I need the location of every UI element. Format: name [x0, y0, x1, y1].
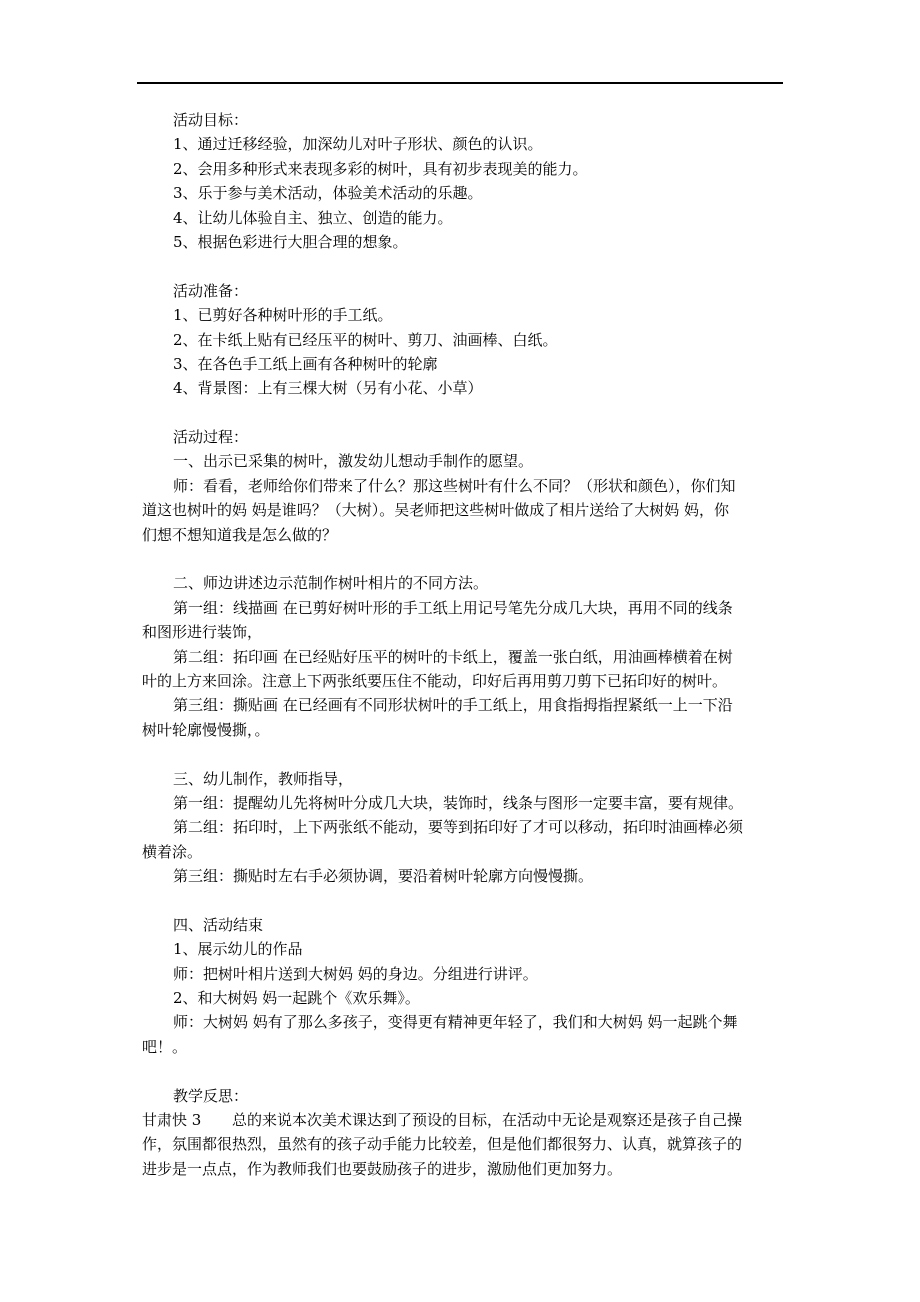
- reflection-prefix: 甘肃快 3: [142, 1111, 202, 1130]
- step3-line: 第一组：提醒幼儿先将树叶分成几大块，装饰时，线条与图形一定要丰富，要有规律。: [173, 793, 744, 812]
- reflection-text: 总的来说本次美术课达到了预设的目标，在活动中无论是观察还是孩子自己操: [232, 1111, 743, 1130]
- prep-heading: 活动准备：: [173, 281, 249, 300]
- step4-line: 师：大树妈 妈有了那么多孩子，变得更有精神更年轻了，我们和大树妈 妈一起跳个舞: [173, 1013, 738, 1032]
- step2-title: 二、师边讲述边示范制作树叶相片的不同方法。: [173, 574, 489, 593]
- process-heading: 活动过程：: [173, 428, 249, 447]
- spacer: [142, 1059, 782, 1083]
- goal-item: 5、根据色彩进行大胆合理的想象。: [173, 232, 408, 251]
- step3-title: 三、幼儿制作，教师指导，: [173, 769, 354, 788]
- step2-line: 第一组：线描画 在已剪好树叶形的手工纸上用记号笔先分成几大块，再用不同的线条: [173, 598, 733, 617]
- spacer: [142, 547, 782, 571]
- step4-line: 师：把树叶相片送到大树妈 妈的身边。分组进行讲评。: [173, 964, 538, 983]
- step2-line: 和图形进行装饰，: [142, 623, 263, 642]
- step3-line: 第二组：拓印时，上下两张纸不能动，要等到拓印好了才可以移动，拓印时油画棒必须: [173, 818, 744, 837]
- step3-line: 第三组：撕贴时左右手必须协调，要沿着树叶轮廓方向慢慢撕。: [173, 867, 594, 886]
- goal-item: 3、乐于参与美术活动，体验美术活动的乐趣。: [173, 184, 483, 203]
- step4-line: 1、展示幼儿的作品: [173, 940, 303, 959]
- spacer: [142, 889, 782, 913]
- reflection-line: [142, 1108, 782, 1132]
- goals-heading: 活动目标：: [173, 111, 249, 129]
- goal-item: 4、让幼儿体验自主、独立、创造的能力。: [173, 208, 453, 227]
- step4-title: 四、活动结束: [173, 915, 264, 934]
- goal-item: 2、会用多种形式来表现多彩的树叶，具有初步表现美的能力。: [173, 159, 588, 178]
- step4-line: 2、和大树妈 妈一起跳个《欢乐舞》。: [173, 989, 420, 1008]
- step1-title: 一、出示已采集的树叶，激发幼儿想动手制作的愿望。: [173, 452, 534, 471]
- step1-line: 们想不想知道我是怎么做的？: [142, 525, 338, 544]
- header-rule: [137, 82, 783, 84]
- step2-line: 第三组：撕贴画 在已经画有不同形状树叶的手工纸上，用食指拇指捏紧纸一上一下沿: [173, 696, 733, 715]
- prep-item: 4、背景图：上有三棵大树（另有小花、小草）: [173, 379, 483, 398]
- step2-line: 树叶轮廓慢慢撕，。: [142, 720, 270, 739]
- step3-line: 横着涂。: [142, 842, 203, 861]
- spacer: [142, 254, 782, 278]
- step2-line: 叶的上方来回涂。注意上下两张纸要压住不能动，印好后再用剪刀剪下已拓印好的树叶。: [142, 671, 728, 690]
- document-body: [142, 108, 782, 1181]
- step4-line: 吧！。: [142, 1037, 188, 1056]
- spacer: [142, 742, 782, 766]
- goal-item: 1、通过迁移经验，加深幼儿对叶子形状、颜色的认识。: [173, 135, 543, 154]
- reflection-heading: 教学反思：: [173, 1086, 249, 1105]
- spacer: [142, 401, 782, 425]
- reflection-line: 进步是一点点，作为教师我们也要鼓励孩子的进步，激励他们更加努力。: [142, 1159, 623, 1178]
- reflection-line: 作，氛围都很热烈，虽然有的孩子动手能力比较差，但是他们都很努力、认真，就算孩子的: [142, 1135, 743, 1154]
- step1-line: 道这也树叶的妈 妈是谁吗？（大树）。吴老师把这些树叶做成了相片送给了大树妈 妈，你: [142, 501, 730, 520]
- prep-item: 2、在卡纸上贴有已经压平的树叶、剪刀、油画棒、白纸。: [173, 330, 558, 349]
- step2-line: 第二组：拓印画 在已经贴好压平的树叶的卡纸上，覆盖一张白纸，用油画棒横着在树: [173, 647, 733, 666]
- prep-item: 3、在各色手工纸上画有各种树叶的轮廓: [173, 354, 438, 373]
- prep-item: 1、已剪好各种树叶形的手工纸。: [173, 306, 393, 325]
- step1-line: 师：看看，老师给你们带来了什么？那这些树叶有什么不同？（形状和颜色），你们知: [173, 476, 736, 495]
